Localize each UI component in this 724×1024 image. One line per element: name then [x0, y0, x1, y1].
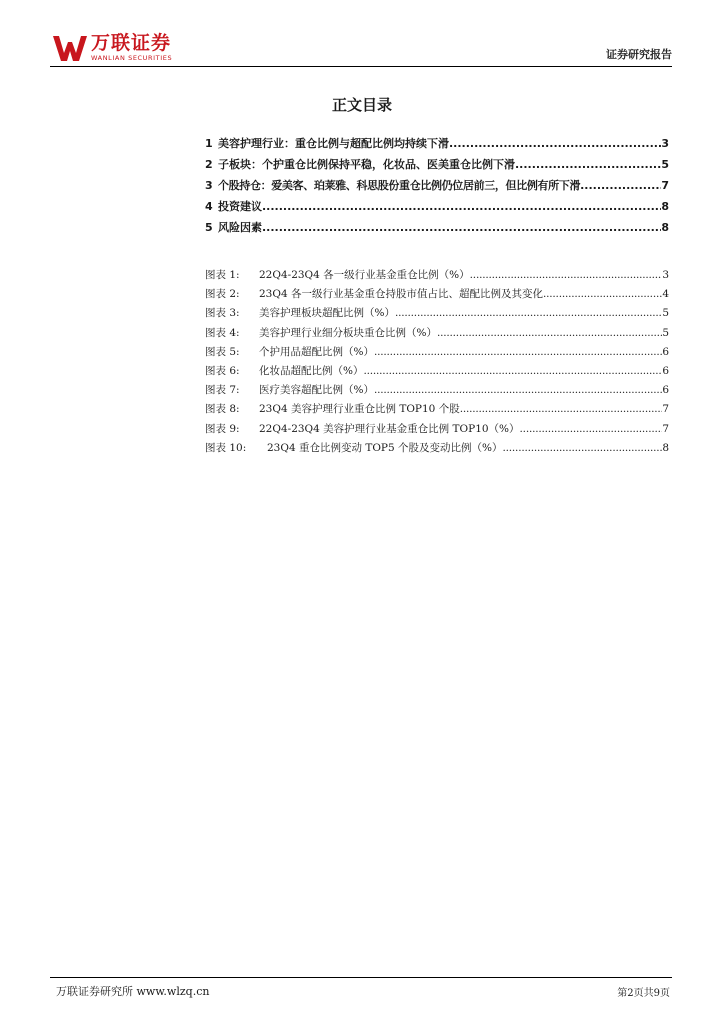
figure-caption: 医疗美容超配比例（%） — [259, 384, 374, 397]
figure-label: 图表 4: — [205, 326, 240, 339]
figure-page-number: 6 — [662, 364, 669, 377]
figure-entry[interactable] — [205, 421, 669, 440]
logo-text-cn: 万联证券 — [91, 32, 172, 54]
figure-caption: 化妆品超配比例（%） — [259, 364, 364, 377]
toc-page-number: 7 — [661, 179, 669, 192]
figure-label: 图表 6: — [205, 364, 240, 377]
figure-page-number: 7 — [662, 403, 669, 416]
logo-text-en: WANLIAN SECURITIES — [91, 54, 173, 62]
wanlian-logo-mark-icon — [52, 34, 88, 62]
toc-number: 1 — [205, 137, 213, 150]
dot-leader — [449, 137, 661, 150]
figure-caption: 22Q4-23Q4 美容护理行业基金重仓比例 TOP10（%） — [259, 422, 520, 435]
toc-text: 个股持仓：爱美客、珀莱雅、科思股份重仓比例仍位居前三，但比例有所下滑 — [218, 179, 581, 192]
toc-text: 子板块：个护重仓比例保持平稳，化妆品、医美重仓比例下滑 — [218, 158, 515, 171]
toc-entry[interactable] — [205, 219, 669, 240]
dot-leader — [580, 179, 661, 192]
toc-text: 美容护理行业：重仓比例与超配比例均持续下滑 — [218, 137, 449, 150]
dot-leader — [395, 307, 662, 319]
figure-label: 图表 1: — [205, 269, 240, 281]
toc-number: 3 — [205, 179, 213, 192]
toc-number: 2 — [205, 158, 213, 171]
figure-page-number: 4 — [662, 288, 669, 301]
footer-divider — [50, 977, 672, 978]
figure-caption: 23Q4 美容护理行业重仓比例 TOP10 个股 — [259, 403, 460, 416]
figure-entry[interactable] — [205, 344, 669, 363]
figure-label: 图表 9: — [205, 422, 240, 435]
figure-caption: 美容护理板块超配比例（%） — [259, 307, 395, 320]
figure-entry[interactable] — [205, 363, 669, 382]
toc-entry[interactable] — [205, 135, 669, 156]
toc-text: 投资建议 — [218, 200, 262, 213]
table-of-contents — [205, 135, 669, 240]
figure-entry[interactable] — [205, 325, 669, 344]
toc-number: 4 — [205, 200, 213, 213]
header-divider — [50, 66, 672, 67]
figure-page-number: 7 — [662, 422, 669, 435]
dot-leader — [520, 423, 663, 435]
dot-leader — [262, 200, 661, 213]
figure-entry[interactable] — [205, 267, 669, 286]
figure-caption: 个护用品超配比例（%） — [259, 345, 374, 358]
dot-leader — [470, 269, 663, 281]
toc-page-number: 5 — [661, 158, 669, 171]
figure-entry[interactable] — [205, 286, 669, 305]
figure-page-number: 8 — [662, 441, 669, 454]
footer-page-number: 第2页共9页 — [617, 988, 670, 999]
figure-label: 图表 8: — [205, 403, 240, 416]
figure-page-number: 3 — [662, 269, 669, 281]
dot-leader — [374, 384, 662, 396]
toc-entry[interactable] — [205, 177, 669, 198]
figure-label: 图表 2: — [205, 288, 240, 301]
figure-entry[interactable] — [205, 401, 669, 420]
dot-leader — [374, 346, 662, 358]
figure-page-number: 6 — [662, 345, 669, 358]
footer-company-website: 万联证券研究所 www.wlzq.cn — [56, 985, 210, 998]
figure-page-number: 6 — [662, 384, 669, 397]
dot-leader — [503, 442, 663, 454]
dot-leader — [543, 288, 662, 300]
figure-caption: 美容护理行业细分板块重仓比例（%） — [259, 326, 437, 339]
figure-label: 图表 7: — [205, 384, 240, 397]
toc-entry[interactable] — [205, 198, 669, 219]
list-of-figures — [205, 267, 669, 459]
dot-leader — [262, 221, 661, 234]
figure-caption: 23Q4 重仓比例变动 TOP5 个股及变动比例（%） — [267, 441, 503, 454]
toc-page-number: 8 — [661, 200, 669, 213]
page-header — [50, 30, 672, 66]
company-logo — [50, 30, 200, 66]
figure-page-number: 5 — [662, 326, 669, 339]
figure-label: 图表 10: — [205, 441, 247, 454]
figure-caption: 22Q4-23Q4 各一级行业基金重仓比例（%） — [259, 269, 470, 281]
figure-entry[interactable] — [205, 305, 669, 324]
dot-leader — [460, 403, 663, 415]
figure-entry[interactable] — [205, 382, 669, 401]
dot-leader — [515, 158, 661, 171]
figure-label: 图表 3: — [205, 307, 240, 320]
toc-text: 风险因素 — [218, 221, 262, 234]
toc-page-number: 8 — [661, 221, 669, 234]
toc-page-number: 3 — [661, 137, 669, 150]
toc-number: 5 — [205, 221, 213, 234]
figure-label: 图表 5: — [205, 345, 240, 358]
figure-caption: 23Q4 各一级行业基金重仓持股市值占比、超配比例及其变化 — [259, 288, 543, 301]
report-type-label: 证券研究报告 — [606, 48, 672, 61]
figure-entry[interactable] — [205, 440, 669, 459]
figure-page-number: 5 — [662, 307, 669, 320]
toc-entry[interactable] — [205, 156, 669, 177]
dot-leader — [363, 365, 662, 377]
dot-leader — [437, 327, 662, 339]
toc-title: 正文目录 — [331, 96, 392, 114]
